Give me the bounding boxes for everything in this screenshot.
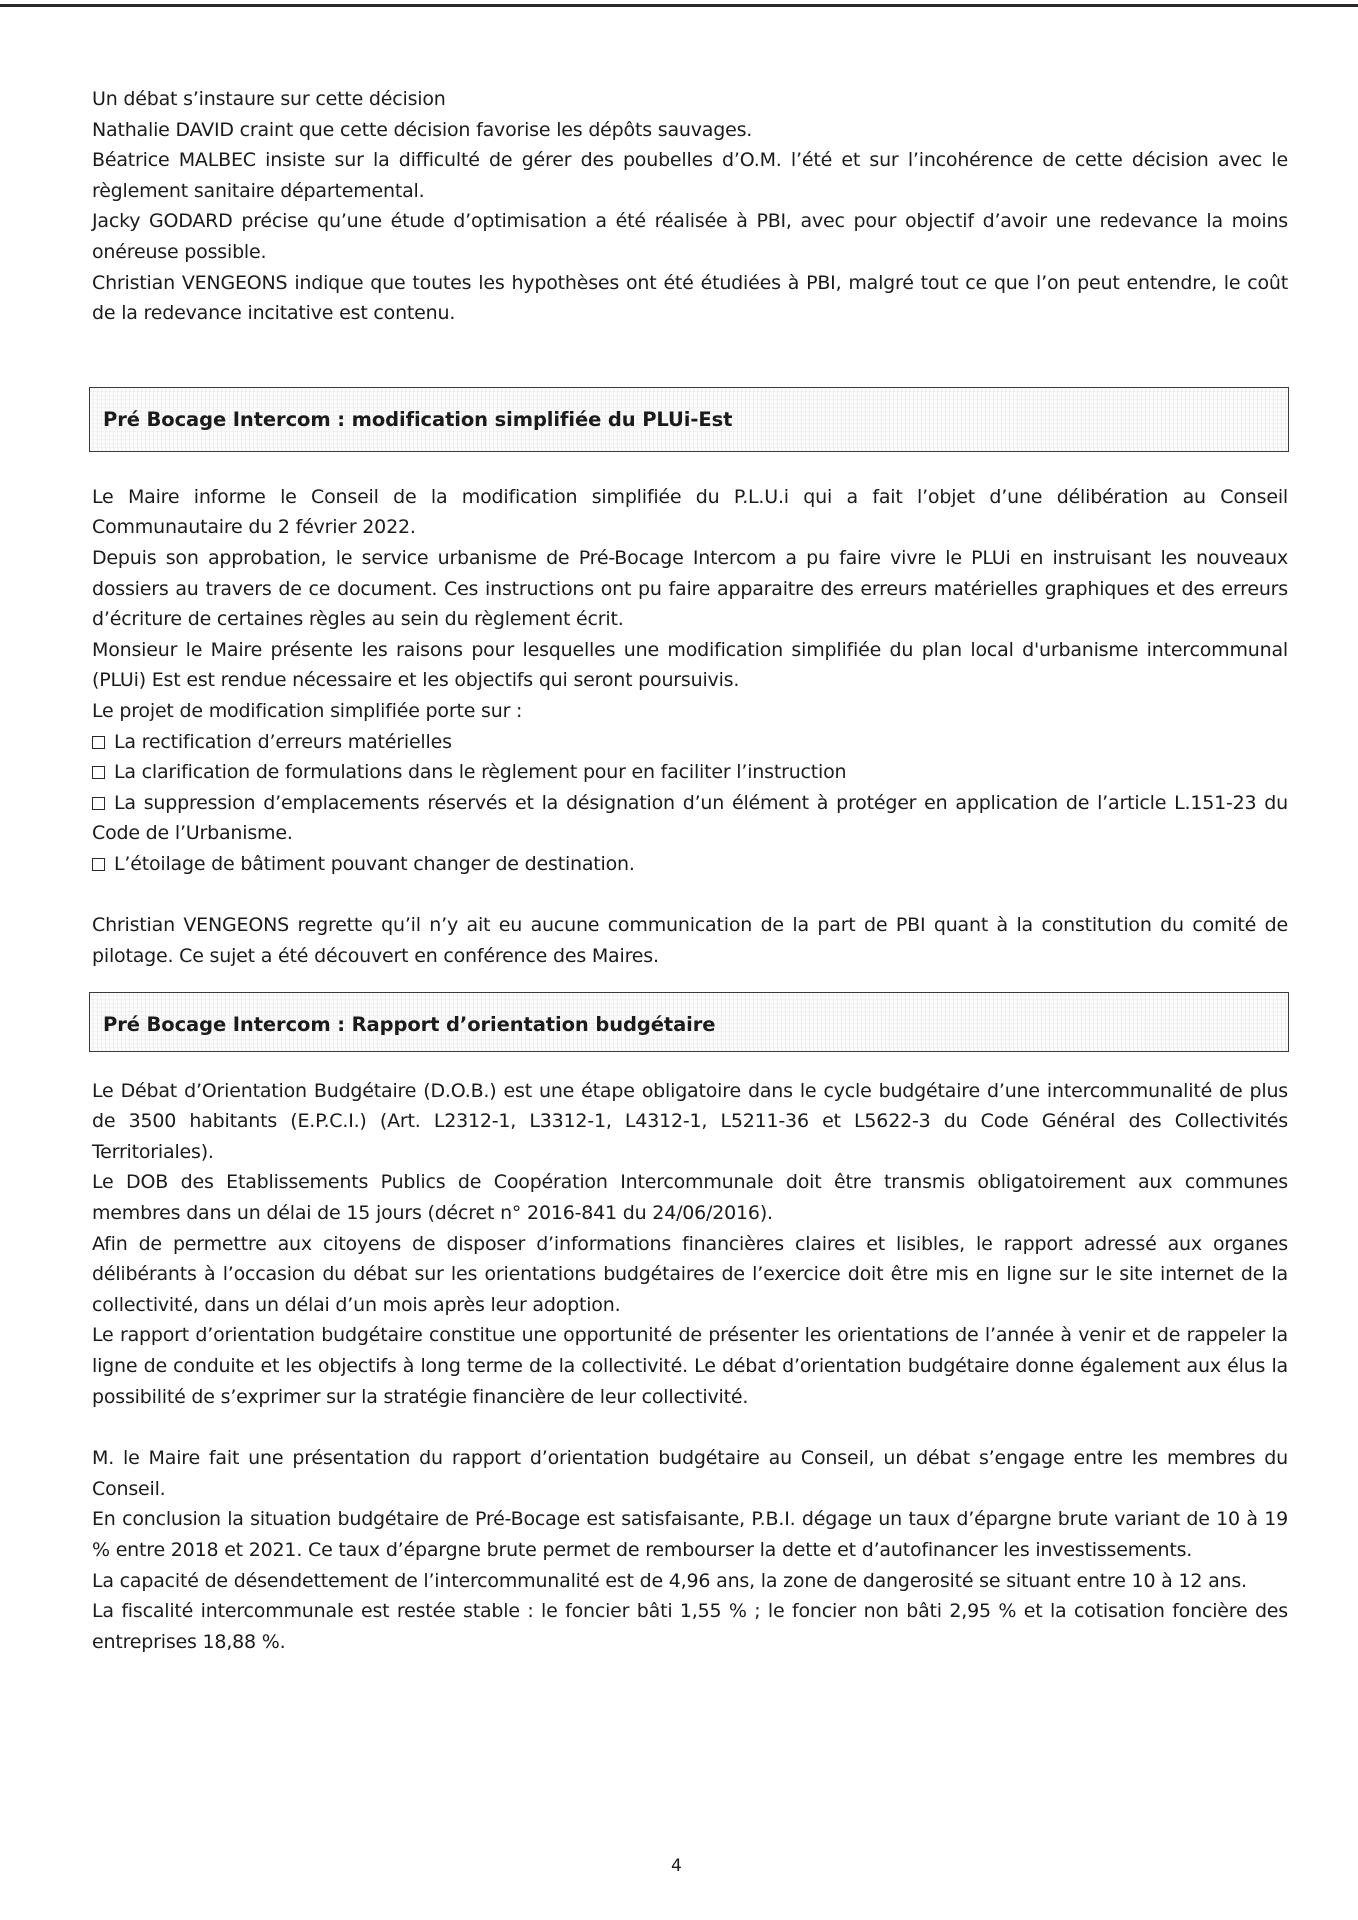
paragraph: Depuis son approbation, le service urbanisme de Pré-Bocage Intercom a pu faire vivre le PLUi en instruisant les nouveaux dossiers au travers de ce document. Ces instructions ont pu faire apparaitre des erreurs matérielles graphiques et des erreurs d’écriture de certaines règles au sein du règlement écrit.	[92, 546, 1288, 631]
section-title: Pré Bocage Intercom : modification simplifiée du PLUi-Est	[103, 407, 733, 431]
intro-paragraph: Christian VENGEONS indique que toutes les hypothèses ont été étudiées à PBI, malgré tout ce que l’on peut entendre, le coût de la redevance incitative est contenu.	[92, 271, 1288, 325]
paragraph: Monsieur le Maire présente les raisons pour lesquelles une modification simplifiée du plan local d'urbanisme intercommunal (PLUi) Est est rendue nécessaire et les objectifs qui seront poursuivis.	[92, 638, 1288, 692]
intro-paragraph: Nathalie DAVID craint que cette décision favorise les dépôts sauvages.	[92, 118, 753, 141]
checkbox-icon	[92, 766, 105, 779]
top-border-line	[0, 4, 1358, 7]
checkbox-icon	[92, 797, 105, 810]
list-item	[92, 727, 1288, 758]
page-number: 4	[671, 1856, 682, 1876]
list-item-text: L’étoilage de bâtiment pouvant changer de destination.	[114, 852, 635, 875]
intro-paragraph: Un débat s’instaure sur cette décision	[92, 88, 446, 110]
paragraph: Christian VENGEONS regrette qu’il n’y ait eu aucune communication de la part de PBI quant à la constitution du comité de pilotage. Ce sujet a été découvert en conférence des Maires.	[92, 914, 1288, 968]
paragraph: Le Maire informe le Conseil de la modification simplifiée du P.L.U.i qui a fait l’objet d’une délibération au Conseil Communautaire du 2 février 2022.	[92, 485, 1288, 539]
section-title: Pré Bocage Intercom : Rapport d’orientation budgétaire	[103, 1012, 716, 1036]
list-item-text: La clarification de formulations dans le règlement pour en faciliter l’instruction	[114, 761, 847, 784]
paragraph: En conclusion la situation budgétaire de Pré-Bocage est satisfaisante, P.B.I. dégage un taux d’épargne brute variant de 10 à 19 % entre 2018 et 2021. Ce taux d’épargne brute permet de rembourser la dette et d’autofinancer les investissements.	[92, 1508, 1288, 1561]
paragraph: Le projet de modification simplifiée porte sur :	[92, 699, 523, 722]
paragraph: Le rapport d’orientation budgétaire constitue une opportunité de présenter les orientations de l’année à venir et de rappeler la ligne de conduite et les objectifs à long terme de la collectivité. Le débat d’orientation budgétaire donne également aux élus la possibilité de s’exprimer sur la stratégie financière de leur collectivité.	[92, 1324, 1288, 1408]
checkbox-icon	[92, 858, 105, 871]
paragraph: Le DOB des Etablissements Publics de Coopération Intercommunale doit être transmis obligatoirement aux communes membres dans un délai de 15 jours (décret n° 2016-841 du 24/06/2016).	[92, 1171, 1288, 1225]
list-item-text: La rectification d’erreurs matérielles	[114, 730, 452, 753]
paragraph: Le Débat d’Orientation Budgétaire (D.O.B.) est une étape obligatoire dans le cycle budgétaire d’une intercommunalité de plus de 3500 habitants (E.P.C.I.) (Art. L2312-1, L3312-1, L4312-1, L5211-36 et L5622-3 du Code Général des Collectivités Territoriales).	[92, 1079, 1288, 1163]
checkbox-icon	[92, 736, 105, 749]
paragraph: La fiscalité intercommunale est restée stable : le foncier bâti 1,55 % ; le foncier non bâti 2,95 % et la cotisation foncière des entreprises 18,88 %.	[92, 1600, 1288, 1653]
document-body	[92, 84, 1288, 1657]
section-heading-box	[89, 387, 1289, 452]
paragraph: La capacité de désendettement de l’intercommunalité est de 4,96 ans, la zone de dangerosité se situant entre 10 à 12 ans.	[92, 1569, 1247, 1592]
paragraph: M. le Maire fait une présentation du rapport d’orientation budgétaire au Conseil, un débat s’engage entre les membres du Conseil.	[92, 1447, 1288, 1500]
intro-paragraph: Jacky GODARD précise qu’une étude d’optimisation a été réalisée à PBI, avec pour objectif d’avoir une redevance la moins onéreuse possible.	[92, 210, 1288, 263]
list-item	[92, 849, 1288, 880]
intro-paragraph: Béatrice MALBEC insiste sur la difficulté de gérer des poubelles d’O.M. l’été et sur l’incohérence de cette décision avec le règlement sanitaire départemental.	[92, 149, 1288, 202]
paragraph: Afin de permettre aux citoyens de disposer d’informations financières claires et lisibles, le rapport adressé aux organes délibérants à l’occasion du débat sur les orientations budgétaires de l’exercice doit être mis en ligne sur le site internet de la collectivité, dans un délai d’un mois après leur adoption.	[92, 1232, 1288, 1316]
section-heading-box	[89, 992, 1289, 1052]
list-item	[92, 788, 1288, 849]
list-item-text: La suppression d’emplacements réservés et la désignation d’un élément à protéger en application de l’article L.151-23 du Code de l’Urbanisme.	[92, 791, 1288, 845]
list-item	[92, 757, 1288, 788]
